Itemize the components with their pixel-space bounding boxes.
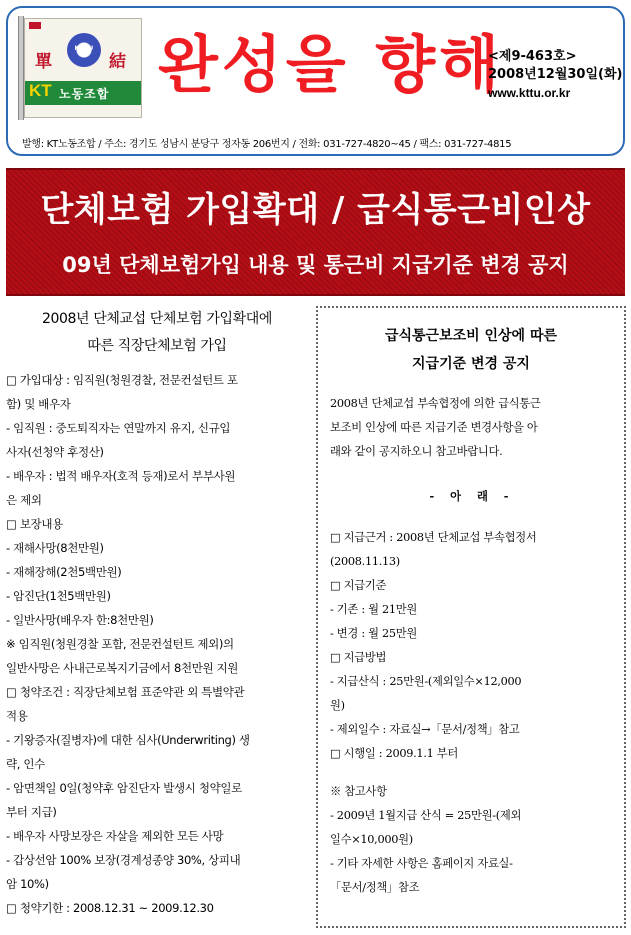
- title-line: 지급기준 변경 공지: [412, 356, 530, 372]
- text-line: 사자(선청약 후정산): [6, 445, 104, 459]
- insurance-article: [6, 306, 308, 920]
- text-line: 원): [330, 699, 345, 712]
- text-line: 2008년 단체교섭 부속협정에 의한 급식통근: [330, 397, 541, 410]
- text-line: ※ 참고사항: [330, 785, 387, 798]
- flag-union-text: 노동조합: [59, 87, 110, 101]
- allowance-notice-body: [318, 392, 624, 900]
- title-line: 2008년 단체교섭 단체보험 가입확대에: [42, 311, 272, 327]
- text-line: 함) 및 배우자: [6, 397, 71, 411]
- text-line: 보조비 인상에 따른 지급기준 변경사항을 아: [330, 421, 538, 434]
- text-line: - 기왕증자(질병자)에 대한 심사(Underwriting) 생: [6, 733, 250, 747]
- text-line: - 암진단(1천5백만원): [6, 589, 111, 603]
- union-flag-logo: [18, 16, 142, 120]
- title-line: 따른 직장단체보험 가입: [87, 338, 227, 354]
- notice-paragraph: [330, 392, 614, 464]
- text-line: - 배우자 : 법적 배우자(호적 등재)로서 부부사원: [6, 469, 236, 483]
- text-line: □ 청약기한 : 2008.12.31 ~ 2009.12.30: [6, 901, 214, 915]
- flag-corner-tag: [29, 22, 41, 29]
- text-line: □ 청약조건 : 직장단체보험 표준약관 외 특별약관: [6, 685, 245, 699]
- text-line: □ 시행일 : 2009.1.1 부터: [330, 747, 459, 760]
- insurance-article-title: [6, 306, 308, 360]
- text-line: - 배우자 사망보장은 자살을 제외한 모든 사망: [6, 829, 224, 843]
- text-line: 은 제외: [6, 493, 42, 507]
- text-line: □ 가입대상 : 임직원(청원경찰, 전문컨설턴트 포: [6, 373, 238, 387]
- section-marker: - 아 래 -: [429, 489, 515, 503]
- text-line: 「문서/정책」참조: [330, 881, 420, 894]
- issue-date: 2008년12월30일(화): [488, 67, 623, 82]
- text-line: ※ 임직원(청원경찰 포함, 전문컨설턴트 제외)의: [6, 637, 234, 651]
- issue-info: [488, 48, 626, 102]
- text-line: □ 지급방법: [330, 651, 387, 664]
- text-line: - 변경 : 월 25만원: [330, 627, 418, 640]
- insurance-details: [6, 368, 308, 920]
- subheadline: 09년 단체보험가입 내용 및 통근비 지급기준 변경 공지: [62, 253, 569, 277]
- text-line: 일수×10,000원): [330, 833, 413, 846]
- text-line: □ 지급기준: [330, 579, 387, 592]
- text-line: 래와 같이 공지하오니 참고바랍니다.: [330, 445, 503, 458]
- newsletter-title: 완성을 향해: [158, 28, 504, 101]
- text-line: - 갑상선암 100% 보장(경계성종양 30%, 상피내: [6, 853, 241, 867]
- spacer: [330, 766, 614, 780]
- website-link[interactable]: www.kttu.or.kr: [488, 86, 571, 100]
- flag-kt-text: KT: [29, 81, 52, 100]
- masthead: [6, 6, 625, 156]
- text-line: - 임직원 : 중도퇴직자는 연말까지 유지, 신규입: [6, 421, 231, 435]
- text-line: 암 10%): [6, 877, 49, 891]
- text-line: - 일반사망(배우자 한:8천만원): [6, 613, 154, 627]
- text-line: - 2009년 1월지급 산식 = 25만원-(제외: [330, 809, 522, 822]
- text-line: - 재해사망(8천만원): [6, 541, 104, 555]
- headline: 단체보험 가입확대 / 급식통근비인상: [40, 190, 591, 230]
- text-line: 부터 지급): [6, 805, 57, 819]
- text-line: - 재해장해(2천5백만원): [6, 565, 122, 579]
- allowance-notice-box: [316, 306, 626, 928]
- flag-cloth: [24, 18, 142, 118]
- allowance-notice-title: [318, 322, 624, 378]
- text-line: □ 보장내용: [6, 517, 63, 531]
- issue-number: <제9-463호>: [488, 49, 577, 64]
- payment-items: [330, 526, 614, 766]
- text-line: - 기존 : 월 21만원: [330, 603, 418, 616]
- title-line: 급식통근보조비 인상에 따른: [384, 328, 558, 344]
- text-line: 적용: [6, 709, 28, 723]
- text-line: - 기타 자세한 사항은 홈페이지 자료실-: [330, 857, 513, 870]
- flag-emblem-text: KTTU: [74, 45, 94, 52]
- publisher-info: 발행: KT노동조합 / 주소: 경기도 성남시 분당구 정자동 206번지 / 전화: 031-727-4820~45 / 팩스: 031-727-4815: [22, 139, 512, 150]
- text-line: - 지급산식 : 25만원-(제외일수×12,000: [330, 675, 522, 688]
- text-line: □ 지급근거 : 2008년 단체교섭 부속협정서: [330, 531, 537, 544]
- flag-hanja-right: 結: [109, 52, 126, 72]
- reference-notes: [330, 780, 614, 900]
- text-line: - 암면책일 0일(청약후 암진단자 발생시 청약일로: [6, 781, 242, 795]
- text-line: (2008.11.13): [330, 555, 400, 568]
- flag-hanja-left: 單: [35, 52, 52, 72]
- text-line: 일반사망은 사내근로복지기금에서 8천만원 지원: [6, 661, 239, 675]
- headline-banner: [6, 168, 625, 296]
- text-line: 략, 인수: [6, 757, 45, 771]
- text-line: - 제외일수 : 자료실→「문서/정책」참고: [330, 723, 520, 736]
